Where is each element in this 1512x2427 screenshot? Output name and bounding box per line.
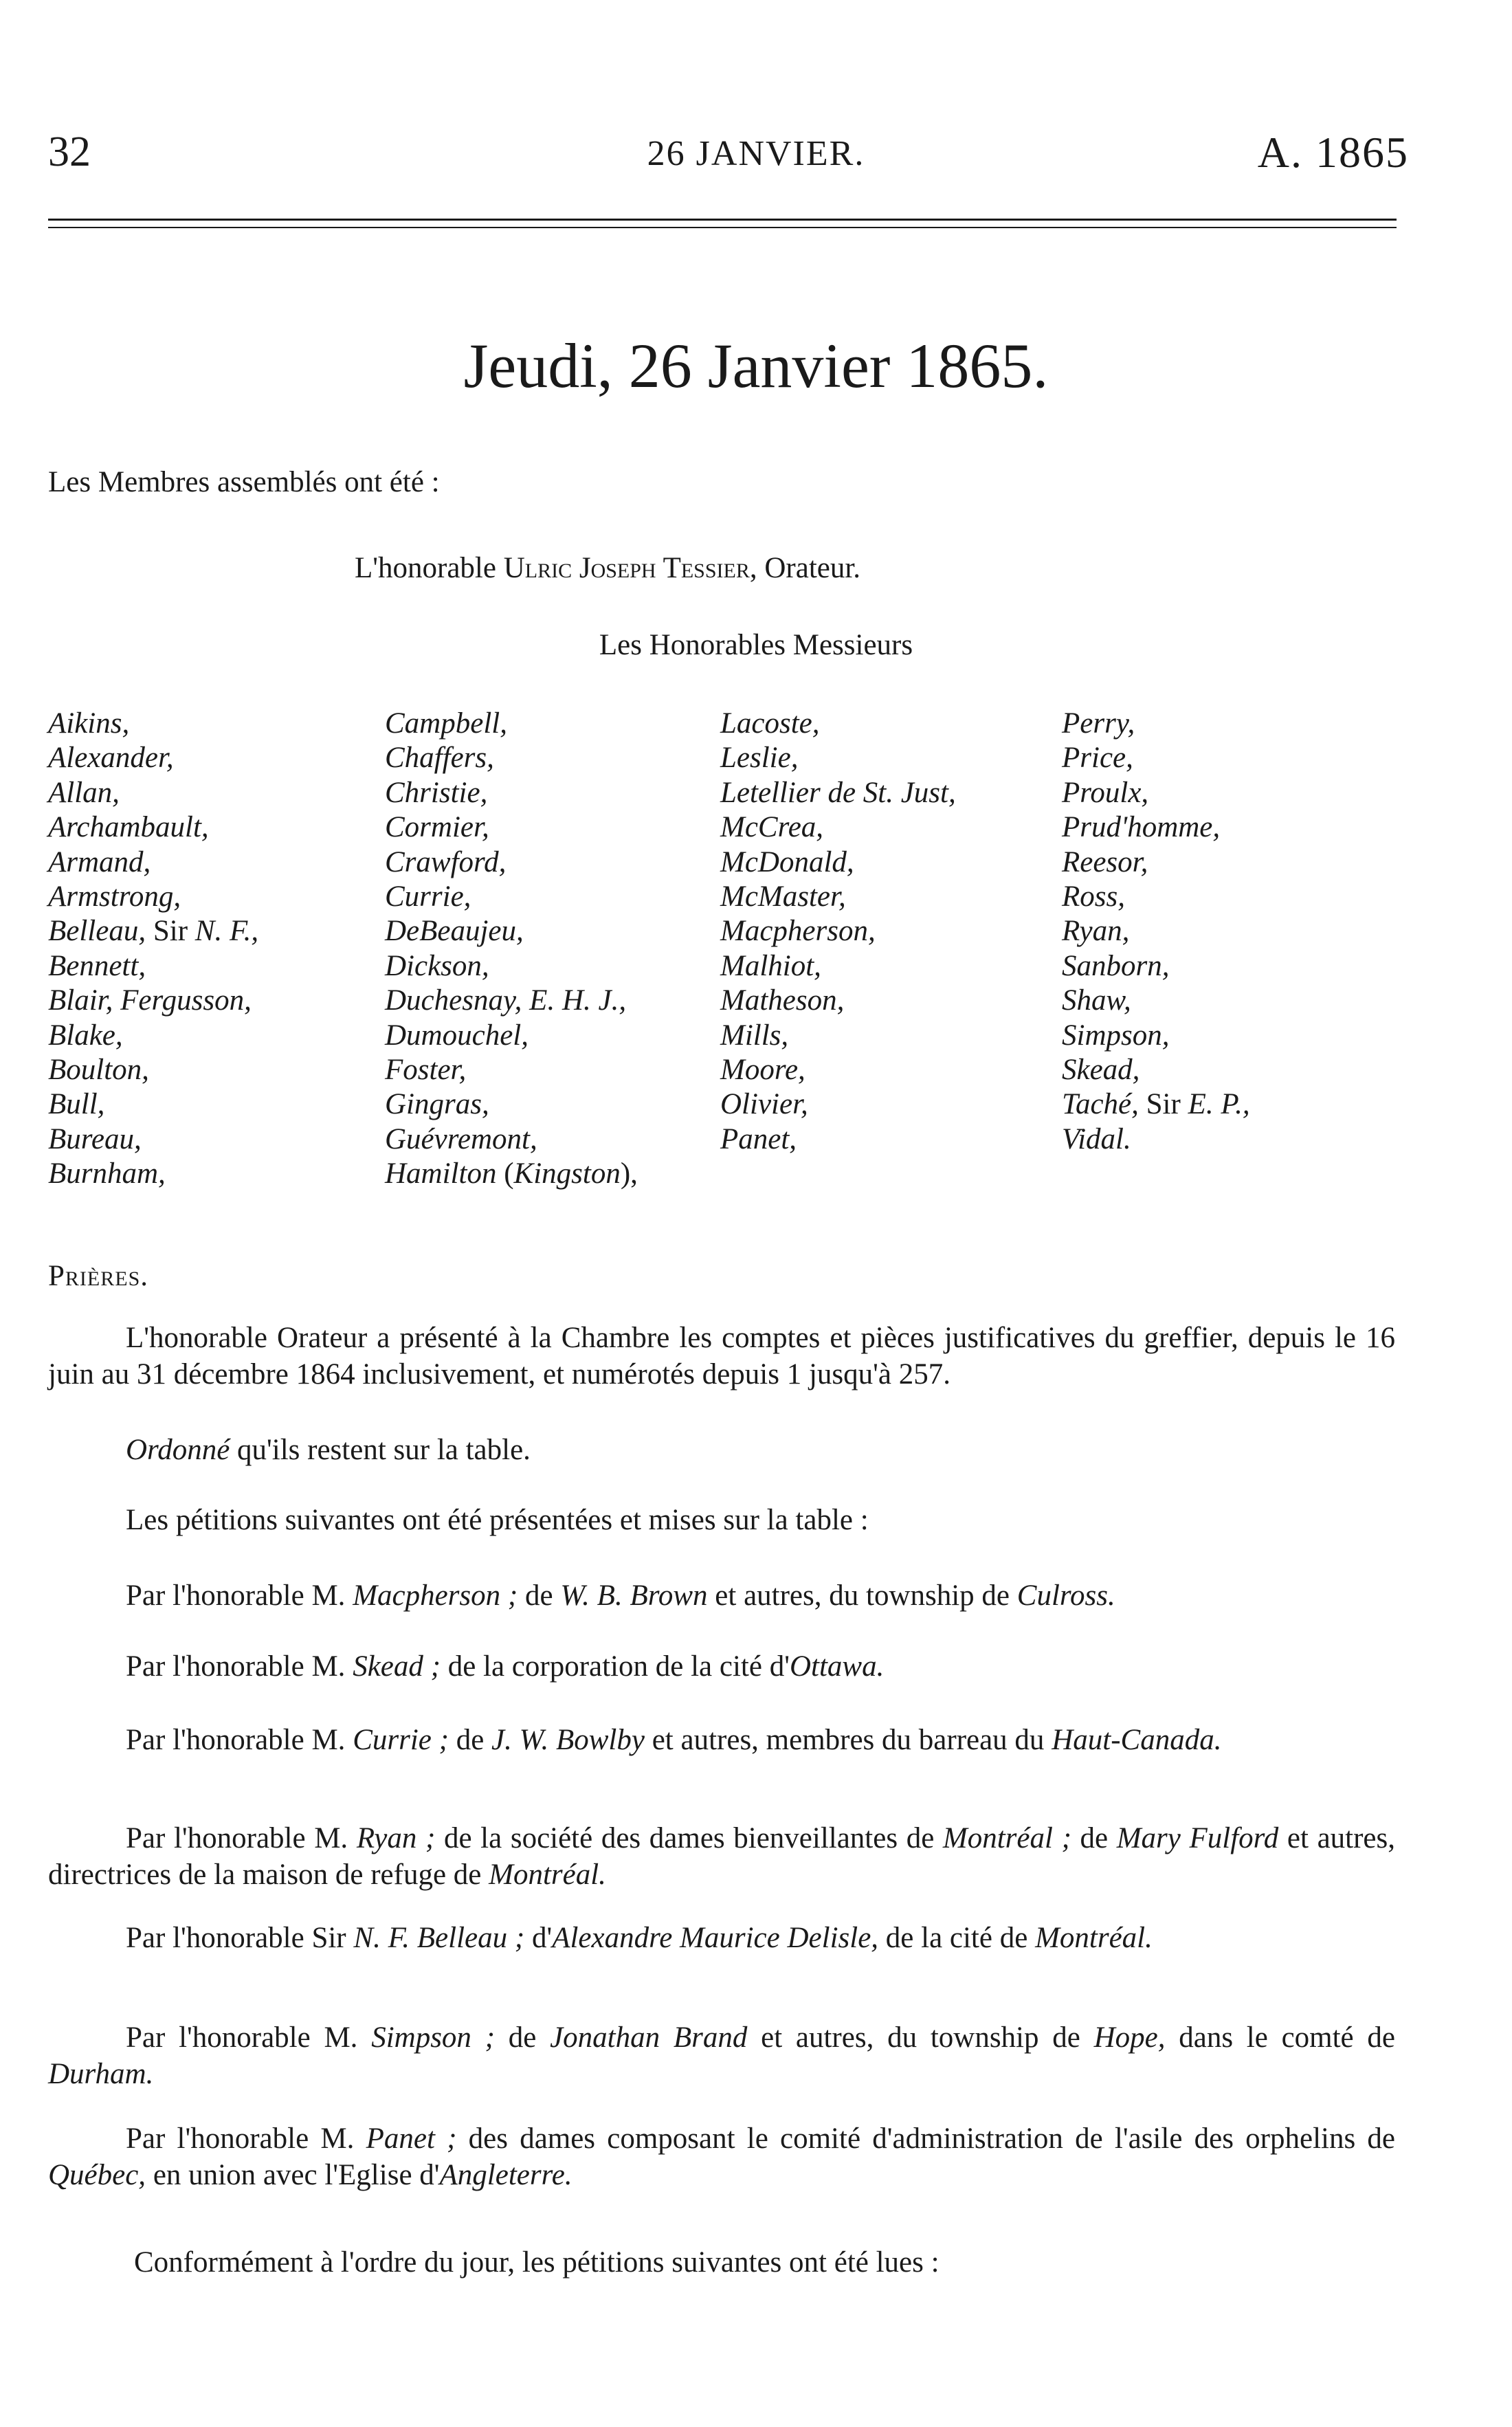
member-entry [385,1053,638,1087]
petitions-intro: Les pétitions suivantes ont été présentées et mises sur la table : [126,1504,869,1536]
header-rule-bottom [48,227,1397,228]
member-entry [720,1019,956,1053]
petition-italic-text: Montréal ; [942,1822,1071,1854]
member-entry [48,1157,258,1191]
member-name: Sanborn, [1062,949,1170,982]
member-name: Blake, [48,1019,123,1052]
member-name: Proulx, [1062,776,1149,809]
member-name: Allan, [48,776,120,809]
member-entry [48,845,258,880]
member-name: Panet, [720,1122,797,1155]
page-number: 32 [48,129,91,175]
member-entry [720,1087,956,1122]
member-name: Archambault, [48,811,209,844]
ordonne-rest: qu'ils restent sur la table. [230,1434,531,1466]
member-name: Ryan, [1062,915,1130,948]
member-sir: Sir [1138,1088,1188,1121]
member-name: Campbell, [385,707,507,740]
petition-text: Par l'honorable Sir [126,1922,354,1954]
petition-paragraph [48,1722,1395,1758]
running-date: 26 JANVIER. [647,134,865,173]
petition-italic-text: Alexandre Maurice Delisle, [552,1922,879,1954]
member-name: DeBeaujeu, [385,915,524,948]
member-name: McDonald, [720,845,854,878]
member-entry [48,914,258,949]
petition-italic-text: Panet ; [366,2123,457,2155]
member-entry [385,1019,638,1053]
member-name: Perry, [1062,707,1135,740]
member-entry [720,914,956,949]
petition-text: de [495,2021,551,2054]
member-entry [720,949,956,984]
petition-italic-text: Montréal. [489,1859,606,1891]
petition-italic-text: N. F. Belleau ; [353,1922,525,1954]
member-name: Ross, [1062,880,1125,913]
petition-paragraph [48,2019,1395,2092]
prieres-heading: Prières. [48,1260,149,1292]
members-column-2 [385,707,638,1192]
member-entry [1062,949,1250,984]
member-entry [48,984,258,1018]
member-entry [48,1122,258,1157]
member-sir: Sir [146,915,195,948]
petition-text: Par l'honorable M. [126,1822,357,1854]
petition-paragraph [48,2120,1395,2193]
petition-italic-text: Québec, [48,2159,146,2191]
header-rule-top [48,219,1397,221]
petition-text: et autres, du township de [747,2021,1094,2054]
member-name: Armand, [48,845,151,878]
member-name: Cormier, [385,811,489,844]
member-name: Leslie, [720,742,799,775]
running-year: A. 1865 [1257,128,1409,177]
member-name: Hamilton [385,1157,497,1190]
honorables-heading: Les Honorables Messieurs [599,629,913,661]
petition-italic-text: Hope, [1093,2021,1166,2054]
member-name: Malhiot, [720,949,821,982]
petition-paragraph [48,1820,1395,1893]
member-name: Foster, [385,1054,467,1087]
member-entry [385,1157,638,1191]
member-entry [1062,810,1250,845]
member-name: Olivier, [720,1088,808,1121]
ordonne-line [126,1432,531,1468]
member-entry [720,741,956,775]
ordonne-word: Ordonné [126,1434,230,1466]
member-entry [385,1122,638,1157]
petition-text: de [1071,1822,1117,1854]
member-name: Currie, [385,880,471,913]
member-name: Alexander, [48,742,174,775]
member-name: Matheson, [720,984,845,1017]
member-name: Guévremont, [385,1122,537,1155]
petition-text: de la société des dames bienveillantes de [435,1822,943,1854]
member-name: Reesor, [1062,845,1148,878]
member-initials: E. P., [1188,1088,1250,1121]
member-name: Bull, [48,1088,105,1121]
member-name: Simpson, [1062,1019,1170,1052]
petition-italic-text: Durham. [48,2058,154,2090]
member-paren-close: ), [620,1157,638,1190]
member-entry [385,984,638,1018]
member-name: Skead, [1062,1054,1140,1087]
member-name: McMaster, [720,880,846,913]
member-name: Letellier de St. Just, [720,776,956,809]
member-entry [385,949,638,984]
member-entry [48,1053,258,1087]
member-entry [720,810,956,845]
petition-text: de [448,1724,492,1756]
petition-italic-text: Macpherson ; [353,1580,518,1612]
member-extra: Fergusson, [113,984,252,1017]
member-entry [385,914,638,949]
member-name: Chaffers, [385,742,494,775]
petition-text: dans le comté de [1165,2021,1395,2054]
member-entry [385,1087,638,1122]
petition-italic-text: Ryan ; [356,1822,436,1854]
member-name: Price, [1062,742,1133,775]
member-name: Duchesnay, [385,984,522,1017]
member-entry [1062,1019,1250,1053]
members-column-3 [720,707,956,1157]
members-intro: Les Membres assemblés ont été : [48,466,440,498]
member-name: Belleau, [48,915,146,948]
members-column-4 [1062,707,1250,1157]
member-entry [720,707,956,741]
member-initials: N. F., [194,915,259,948]
petition-text: des dames composant le comité d'administration de l'asile des orphelins de [456,2123,1396,2155]
member-name: Burnham, [48,1157,166,1190]
petition-italic-text: Ottawa. [789,1650,885,1683]
petition-italic-text: J. W. Bowlby [491,1724,645,1756]
petition-paragraph [48,1920,1395,1956]
member-entry [1062,984,1250,1018]
members-column-1 [48,707,258,1192]
member-entry [1062,914,1250,949]
member-name: Vidal. [1062,1122,1131,1155]
member-name: Mills, [720,1019,789,1052]
member-entry [1062,880,1250,914]
petition-italic-text: Jonathan Brand [550,2021,748,2054]
member-entry [385,776,638,810]
petition-italic-text: Currie ; [353,1724,449,1756]
member-entry [720,880,956,914]
member-entry [385,810,638,845]
petition-text: Par l'honorable M. [126,2021,372,2054]
petition-italic-text: Simpson ; [371,2021,495,2054]
member-name: Macpherson, [720,915,876,948]
member-name: Shaw, [1062,984,1131,1017]
member-name: Bureau, [48,1122,142,1155]
member-name: Prud'homme, [1062,811,1221,844]
petition-text: Par l'honorable M. [126,1724,353,1756]
petition-text: en union avec l'Eglise d' [146,2159,440,2191]
petition-italic-text: Montréal. [1035,1922,1153,1954]
member-entry [385,707,638,741]
member-entry [48,707,258,741]
petition-text: de la cité de [878,1922,1036,1954]
member-entry [48,776,258,810]
member-name: Bennett, [48,949,146,982]
member-entry [720,1053,956,1087]
petition-text: de [518,1580,561,1612]
petition-text: Par l'honorable M. [126,1650,353,1683]
member-entry [720,776,956,810]
petition-text: et autres, du township de [707,1580,1017,1612]
member-entry [48,949,258,984]
member-name: Moore, [720,1054,805,1087]
petition-italic-text: Skead ; [353,1650,441,1683]
member-entry [385,741,638,775]
petition-text: Par l'honorable M. [126,1580,353,1612]
member-entry [1062,741,1250,775]
member-name: McCrea, [720,811,824,844]
member-name: Aikins, [48,707,130,740]
member-name: Lacoste, [720,707,820,740]
petition-text: Par l'honorable M. [126,2123,366,2155]
member-extra: E. H. J., [522,984,627,1017]
member-entry [48,1087,258,1122]
petition-italic-text: Haut-Canada. [1052,1724,1222,1756]
member-name: Dumouchel, [385,1019,529,1052]
member-entry [385,880,638,914]
petition-italic-text: Mary Fulford [1116,1822,1279,1854]
member-name: Armstrong, [48,880,181,913]
member-entry [720,845,956,880]
member-name: Taché, [1062,1088,1139,1121]
member-name: Gingras, [385,1088,489,1121]
speaker-suffix: , Orateur. [749,552,861,584]
speaker-line [355,550,860,586]
member-entry [1062,845,1250,880]
member-entry [1062,776,1250,810]
member-entry [1062,707,1250,741]
member-extra: Kingston [513,1157,621,1190]
petition-text: de la corporation de la cité d' [440,1650,790,1683]
member-entry [720,1122,956,1157]
member-name: Christie, [385,776,488,809]
member-entry [48,741,258,775]
member-entry [48,810,258,845]
member-paren-open: ( [496,1157,514,1190]
member-entry [1062,1087,1250,1122]
member-name: Dickson, [385,949,489,982]
petition-italic-text: Angleterre. [439,2159,572,2191]
member-entry [1062,1122,1250,1157]
petition-text: et autres, membres du barreau du [644,1724,1052,1756]
petition-text: d' [524,1922,553,1954]
member-entry [1062,1053,1250,1087]
petition-paragraph [48,1648,1395,1685]
member-entry [48,880,258,914]
member-name: Crawford, [385,845,507,878]
petition-italic-text: W. B. Brown [560,1580,708,1612]
member-name: Boulton, [48,1054,149,1087]
petition-italic-text: Culross. [1016,1580,1115,1612]
member-entry [720,984,956,1018]
member-entry [48,1019,258,1053]
member-entry [385,845,638,880]
conformement-line: Conformément à l'ordre du jour, les pétitions suivantes ont été lues : [134,2246,940,2279]
petition-text: et autres, directrices de la maison de refuge de [48,1822,1395,1891]
petition-paragraph [48,1577,1395,1614]
speaker-name: Ulric Joseph Tessier [503,552,750,584]
page-title: Jeudi, 26 Janvier 1865. [463,331,1049,401]
member-name: Blair, [48,984,113,1017]
comptes-paragraph: L'honorable Orateur a présenté à la Chambre les comptes et pièces justificatives du greffier, depuis le 16 juin au 31 décembre 1864 inclusivement, et numérotés depuis 1 jusqu'à 257. [48,1322,1395,1390]
speaker-prefix: L'honorable [355,552,496,584]
